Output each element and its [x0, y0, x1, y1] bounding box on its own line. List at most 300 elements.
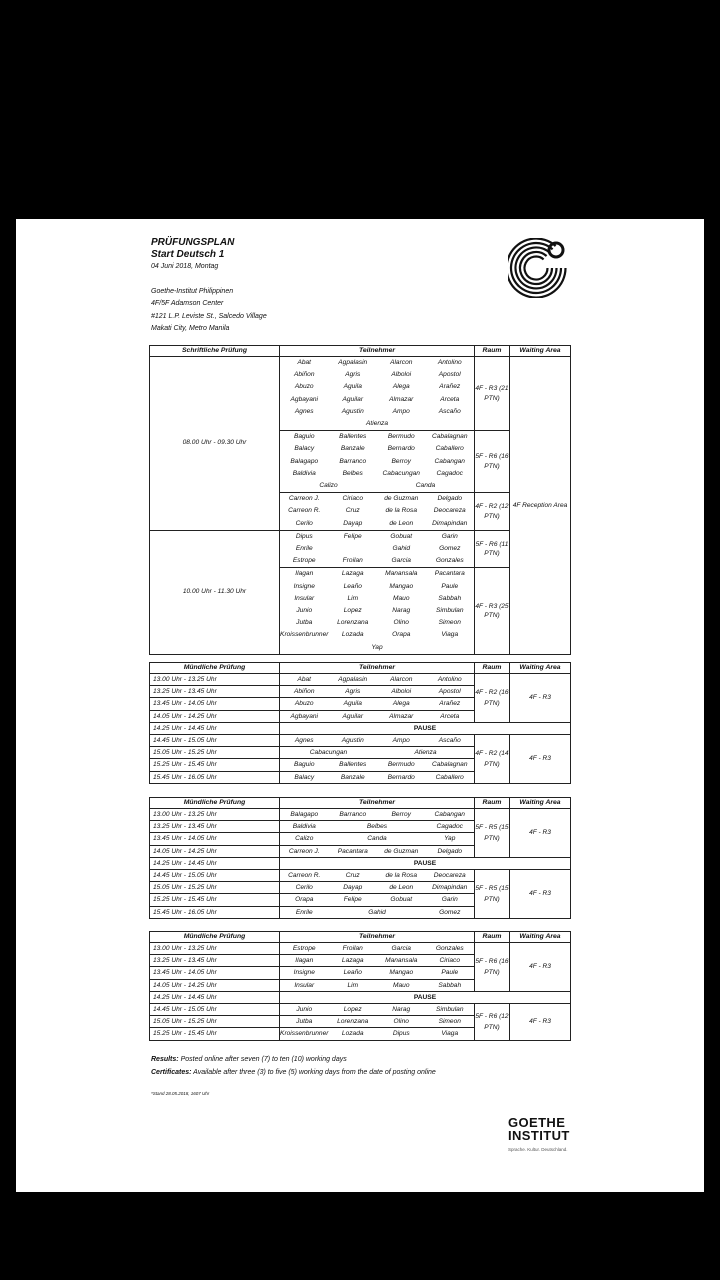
- slot-time: 14.05 Uhr - 14.25 Uhr: [150, 710, 280, 722]
- room-cell: 5F - R6 (16 PTN): [475, 431, 510, 493]
- participant-name: Balacy: [294, 773, 315, 781]
- participant-name: Enrile: [295, 545, 313, 553]
- participant-name: Agustin: [341, 737, 364, 745]
- room-cell: 5F - R6 (16 PTN): [475, 943, 510, 992]
- slot-time: 15.25 Uhr - 15.45 Uhr: [150, 1028, 280, 1040]
- participant-name: Carreon J.: [288, 847, 320, 855]
- participant-name: Alboloi: [391, 688, 412, 696]
- participants-cell: [280, 674, 475, 686]
- participant-name: Arceta: [440, 395, 460, 403]
- participant-name: Simeon: [438, 1018, 461, 1026]
- participant-name: Alega: [392, 700, 410, 708]
- participant-name: Arceta: [440, 712, 460, 720]
- participants-cell: [280, 967, 475, 979]
- participant-name: Aguila: [343, 700, 362, 708]
- name-row: [280, 468, 474, 480]
- slot-time: 14.45 Uhr - 15.05 Uhr: [150, 735, 280, 747]
- participant-name: Barranco: [339, 457, 367, 465]
- participant-name: Agbayani: [290, 395, 318, 403]
- participant-name: de Leon: [389, 884, 414, 892]
- participant-name: Baldivia: [292, 823, 316, 831]
- name-row: [280, 759, 474, 770]
- session-time: 10.00 Uhr - 11.30 Uhr: [150, 530, 280, 654]
- participant-name: Arañez: [439, 383, 461, 391]
- participant-name: Viaga: [441, 1030, 459, 1038]
- slot-time: 13.00 Uhr - 13.25 Uhr: [150, 674, 280, 686]
- pause-label: PAUSE: [280, 857, 571, 869]
- participant-name: Alboloi: [391, 371, 412, 379]
- participant-name: Belbes: [342, 469, 363, 477]
- participant-name: Cabacungan: [309, 749, 348, 757]
- table-header-row: [150, 346, 571, 357]
- name-row: [280, 943, 474, 954]
- participants-cell: [280, 1016, 475, 1028]
- slot-time: 14.05 Uhr - 14.25 Uhr: [150, 979, 280, 991]
- certificates-text: Available after three (3) to five (5) working days from the date of posting online: [193, 1068, 436, 1076]
- participant-name: Lorenzana: [337, 619, 369, 627]
- participant-name: Balagapo: [290, 811, 319, 818]
- participant-name: Gahid: [392, 545, 411, 553]
- participant-name: Sabbah: [438, 981, 462, 989]
- participant-name: Ascaño: [438, 737, 461, 745]
- participant-name: Bernardo: [387, 445, 415, 453]
- participant-name: Cabangan: [434, 811, 465, 818]
- participant-names: [280, 698, 474, 709]
- slot-row: [150, 943, 571, 955]
- participant-name: Agnes: [294, 407, 314, 415]
- participant-name: Cabalagnan: [431, 433, 468, 441]
- address-line: 4F/5F Adamson Center: [151, 300, 224, 308]
- participants-cell: [280, 568, 475, 654]
- participant-names: [280, 531, 474, 568]
- column-header: Teilnehmer: [280, 346, 475, 357]
- participants-cell: [280, 747, 475, 759]
- participant-name: Bermudo: [387, 433, 415, 441]
- participant-name: Enrile: [295, 908, 313, 916]
- pause-row: [150, 991, 571, 1003]
- participant-name: Delgado: [437, 847, 463, 855]
- participant-names: [280, 846, 474, 857]
- results-label: Results:: [151, 1056, 179, 1063]
- oral-exam-table: [149, 797, 571, 919]
- participants-cell: [280, 894, 475, 906]
- participant-names: [280, 943, 474, 954]
- name-row: [280, 555, 474, 567]
- participant-names: [280, 772, 474, 783]
- participant-name: Lozada: [341, 1030, 364, 1038]
- name-row: [280, 480, 474, 492]
- participant-name: Gobuat: [390, 532, 413, 540]
- slot-time: 15.05 Uhr - 15.25 Uhr: [150, 1016, 280, 1028]
- participant-name: Agpalasin: [338, 676, 368, 683]
- participants-cell: [280, 882, 475, 894]
- slot-time: 13.25 Uhr - 13.45 Uhr: [150, 955, 280, 967]
- participant-name: Ballentes: [339, 761, 367, 769]
- participant-name: Lozada: [341, 631, 364, 639]
- participant-name: Bermudo: [387, 761, 415, 769]
- participant-name: Gobuat: [390, 896, 413, 904]
- participant-names: [280, 568, 474, 653]
- participant-name: Estrope: [292, 557, 316, 565]
- participant-name: Paule: [441, 969, 459, 977]
- participant-name: Almazar: [389, 395, 414, 403]
- participants-cell: [280, 821, 475, 833]
- room-cell: 5F - R6 (11 PTN): [475, 530, 510, 568]
- name-row: [280, 907, 474, 918]
- pause-label: PAUSE: [280, 991, 571, 1003]
- participant-name: Ciriaco: [439, 957, 461, 965]
- participant-names: [280, 735, 474, 746]
- participant-name: Felipe: [343, 896, 362, 904]
- participant-name: Cagadoc: [436, 469, 463, 477]
- wordmark-line: GOETHE: [508, 1115, 566, 1130]
- slot-time: 14.05 Uhr - 14.25 Uhr: [150, 845, 280, 857]
- participant-name: Barranco: [339, 811, 367, 818]
- participant-name: Caballero: [435, 445, 464, 453]
- slot-time: 15.05 Uhr - 15.25 Uhr: [150, 882, 280, 894]
- participant-name: Carreon R.: [288, 872, 321, 880]
- participant-name: Gomez: [439, 908, 461, 916]
- participant-name: Garin: [441, 532, 458, 540]
- participant-name: Jutba: [296, 1018, 313, 1026]
- participant-names: [280, 870, 474, 881]
- name-row: [280, 642, 474, 654]
- participant-name: Berroy: [391, 457, 411, 465]
- participant-name: Antolino: [437, 359, 462, 366]
- participant-name: Calizo: [319, 482, 338, 490]
- participant-names: [280, 431, 474, 492]
- goethe-wordmark: [508, 1116, 570, 1142]
- participant-name: Estrope: [292, 945, 316, 952]
- participants-cell: [280, 845, 475, 857]
- goethe-logo-icon: [508, 238, 568, 298]
- participant-name: Cabacungan: [382, 469, 420, 477]
- participant-name: Ascaño: [438, 407, 461, 415]
- participants-cell: [280, 906, 475, 918]
- doc-title: PRÜFUNGSPLAN: [151, 237, 235, 248]
- table-header-row: [150, 798, 571, 809]
- name-row: [280, 505, 474, 517]
- participant-name: Cabalagnan: [431, 761, 468, 769]
- participant-names: [280, 894, 474, 905]
- participant-name: Almazar: [389, 712, 414, 720]
- name-row: [280, 605, 474, 617]
- participant-name: Insigne: [293, 582, 315, 590]
- participants-cell: [280, 870, 475, 882]
- participant-name: Yap: [371, 643, 383, 651]
- room-cell: 4F - R2 (16 PTN): [475, 674, 510, 723]
- column-header: Raum: [475, 346, 510, 357]
- name-row: [280, 870, 474, 881]
- participants-cell: [280, 530, 475, 568]
- participant-name: Canda: [367, 835, 387, 843]
- participant-name: Banzale: [340, 773, 365, 781]
- column-header: Waiting Area: [510, 346, 571, 357]
- name-row: [280, 418, 474, 430]
- participant-name: Apostol: [438, 688, 461, 696]
- participant-name: Froilan: [342, 557, 363, 565]
- slot-time: 13.45 Uhr - 14.05 Uhr: [150, 833, 280, 845]
- participant-name: Baguio: [293, 761, 315, 769]
- name-row: [280, 593, 474, 605]
- column-header: Raum: [475, 798, 510, 809]
- name-row: [280, 735, 474, 746]
- participant-names: [280, 967, 474, 978]
- participant-name: Atienza: [366, 420, 388, 428]
- name-row: [280, 698, 474, 709]
- name-row: [280, 381, 474, 393]
- participant-name: Caballero: [435, 773, 464, 781]
- participant-names: [280, 759, 474, 770]
- column-header: Teilnehmer: [280, 798, 475, 809]
- column-header: Mündliche Prüfung: [150, 798, 280, 809]
- name-row: [280, 821, 474, 832]
- participant-name: Kroissenbrunner: [280, 631, 329, 639]
- name-row: [280, 833, 474, 844]
- participant-name: Lopez: [343, 1006, 362, 1014]
- participant-name: Gomez: [439, 545, 461, 553]
- name-row: [280, 406, 474, 418]
- waiting-area-cell: 4F Reception Area: [510, 357, 571, 655]
- column-header: Schriftliche Prüfung: [150, 346, 280, 357]
- participant-name: Alega: [392, 383, 410, 391]
- participant-name: Sabbah: [438, 594, 462, 602]
- address-line: #121 L.P. Leviste St., Salcedo Village: [151, 312, 267, 320]
- participant-name: Agustin: [341, 407, 364, 415]
- participants-cell: [280, 1004, 475, 1016]
- participant-name: Cagadoc: [436, 823, 463, 831]
- oral-exam-table: [149, 662, 571, 784]
- column-header: Raum: [475, 663, 510, 674]
- slot-row: [150, 735, 571, 747]
- participant-names: [280, 747, 474, 758]
- name-row: [280, 955, 474, 966]
- participant-name: Lorenzana: [337, 1018, 369, 1026]
- participant-name: Garcia: [391, 557, 411, 565]
- participant-name: Dipus: [295, 532, 313, 540]
- participant-name: Apostol: [438, 371, 461, 379]
- slot-time: 14.45 Uhr - 15.05 Uhr: [150, 870, 280, 882]
- column-header: Teilnehmer: [280, 932, 475, 943]
- participant-name: Pacantara: [434, 570, 465, 578]
- participant-name: Viaga: [441, 631, 459, 639]
- name-row: [280, 1004, 474, 1015]
- participant-name: Dimapindan: [432, 884, 468, 892]
- participant-name: Insular: [294, 981, 315, 989]
- participant-name: Lopez: [343, 607, 362, 615]
- participant-name: Junio: [296, 607, 313, 615]
- participant-name: Orapa: [295, 896, 314, 904]
- certificates-note: [151, 1067, 436, 1080]
- room-cell: 4F - R2 (12 PTN): [475, 493, 510, 531]
- participants-cell: [280, 698, 475, 710]
- participant-name: Narag: [392, 607, 411, 615]
- participant-name: Agnes: [294, 737, 314, 745]
- participant-name: Arañez: [439, 700, 461, 708]
- table-header-row: [150, 932, 571, 943]
- pause-time: 14.25 Uhr - 14.45 Uhr: [150, 991, 280, 1003]
- name-row: [280, 518, 474, 530]
- participants-cell: [280, 833, 475, 845]
- name-row: [280, 443, 474, 455]
- name-row: [280, 674, 474, 685]
- participant-name: Mangao: [389, 969, 414, 977]
- exam-group-row: [150, 357, 571, 431]
- pause-time: 14.25 Uhr - 14.45 Uhr: [150, 857, 280, 869]
- participant-name: Deocareza: [433, 872, 466, 880]
- participant-names: [280, 357, 474, 430]
- name-row: [280, 967, 474, 978]
- participant-name: Lim: [347, 981, 359, 989]
- participant-name: Felipe: [343, 532, 362, 540]
- participant-names: [280, 907, 474, 918]
- participant-name: Olino: [393, 619, 409, 627]
- slot-time: 15.25 Uhr - 15.45 Uhr: [150, 759, 280, 771]
- participant-name: Baldivia: [292, 469, 316, 477]
- oral-exam-table: [149, 931, 571, 1041]
- waiting-area-cell: 4F - R3: [510, 1004, 571, 1041]
- participant-name: Agpalasin: [338, 359, 368, 366]
- name-row: [280, 747, 474, 758]
- room-cell: 4F - R2 (14 PTN): [475, 735, 510, 784]
- column-header: Mündliche Prüfung: [150, 663, 280, 674]
- participant-name: Leaño: [343, 582, 362, 590]
- participants-cell: [280, 771, 475, 783]
- participant-name: Gonzales: [435, 945, 464, 952]
- participant-name: Yap: [444, 835, 456, 843]
- participant-name: Froilan: [342, 945, 363, 952]
- participant-name: Simbulan: [436, 607, 464, 615]
- name-row: [280, 357, 474, 369]
- participant-name: de Leon: [389, 519, 414, 527]
- participant-name: de la Rosa: [385, 507, 418, 515]
- room-cell: 4F - R3 (25 PTN): [475, 568, 510, 654]
- participant-name: Manansala: [385, 570, 418, 578]
- doc-subtitle: Start Deutsch 1: [151, 249, 225, 260]
- participant-name: Dipus: [392, 1030, 410, 1038]
- participant-names: [280, 493, 474, 530]
- participant-name: Ampo: [392, 737, 410, 745]
- participant-name: Belbes: [366, 823, 388, 831]
- participant-name: Paule: [441, 582, 459, 590]
- slot-time: 13.25 Uhr - 13.45 Uhr: [150, 821, 280, 833]
- name-row: [280, 882, 474, 893]
- participant-name: Narag: [392, 1006, 411, 1014]
- participant-name: Baguio: [293, 433, 315, 441]
- name-row: [280, 581, 474, 593]
- participant-name: Cruz: [345, 872, 360, 880]
- participant-name: Pacantara: [337, 847, 368, 855]
- slot-time: 13.25 Uhr - 13.45 Uhr: [150, 686, 280, 698]
- slot-row: [150, 870, 571, 882]
- document-header: [151, 237, 234, 272]
- participant-name: Cabangan: [434, 457, 465, 465]
- certificates-label: Certificates:: [151, 1068, 192, 1076]
- participant-name: Insigne: [293, 969, 315, 977]
- waiting-area-cell: 4F - R3: [510, 674, 571, 723]
- participant-name: Carreon J.: [288, 495, 320, 503]
- slot-row: [150, 1004, 571, 1016]
- room-cell: 5F - R5 (15 PTN): [475, 809, 510, 858]
- participant-name: Lazaga: [341, 570, 364, 578]
- waiting-area-cell: 4F - R3: [510, 870, 571, 919]
- column-header: Waiting Area: [510, 798, 571, 809]
- participant-name: Agbayani: [290, 712, 318, 720]
- participant-name: Junio: [296, 1006, 313, 1014]
- name-row: [280, 431, 474, 443]
- participant-name: de Guzman: [384, 495, 419, 503]
- name-row: [280, 809, 474, 820]
- participant-name: Abuzo: [294, 700, 314, 708]
- name-row: [280, 711, 474, 722]
- name-row: [280, 531, 474, 543]
- participant-names: [280, 980, 474, 991]
- name-row: [280, 629, 474, 641]
- results-text: Posted online after seven (7) to ten (10) working days: [180, 1056, 347, 1063]
- participant-name: Aguilar: [342, 395, 364, 403]
- participants-cell: [280, 979, 475, 991]
- participant-name: Simbulan: [436, 1006, 464, 1014]
- participant-name: Abat: [297, 676, 312, 683]
- doc-date: 04 Juni 2018, Montag: [151, 263, 219, 270]
- participant-name: Ilagan: [295, 957, 314, 965]
- address-line: Makati City, Metro Manila: [151, 324, 230, 332]
- participant-name: Simeon: [438, 619, 461, 627]
- participant-name: Carreon R.: [288, 507, 321, 515]
- name-row: [280, 1016, 474, 1027]
- participant-name: Ballentes: [339, 433, 367, 441]
- participant-name: Aguila: [343, 383, 362, 391]
- written-exam-table: [149, 345, 571, 655]
- waiting-area-cell: 4F - R3: [510, 809, 571, 858]
- participant-name: Lazaga: [341, 957, 364, 965]
- participant-name: Abiñon: [293, 688, 315, 696]
- footer-notes: [151, 1054, 436, 1079]
- participant-name: Alarcon: [390, 676, 413, 683]
- participant-name: Delgado: [437, 495, 463, 503]
- participant-name: Abat: [297, 359, 312, 366]
- slot-time: 13.45 Uhr - 14.05 Uhr: [150, 967, 280, 979]
- participant-name: Aguilar: [342, 712, 364, 720]
- name-row: [280, 617, 474, 629]
- participant-name: Deocareza: [433, 507, 466, 515]
- participant-name: Mangao: [389, 582, 414, 590]
- name-row: [280, 846, 474, 857]
- participant-name: Olino: [393, 1018, 409, 1026]
- participant-names: [280, 711, 474, 722]
- participant-name: Ampo: [392, 407, 410, 415]
- slot-time: 13.00 Uhr - 13.25 Uhr: [150, 809, 280, 821]
- stand-note: *Stand 28.05.2018, 1607 Uhr: [151, 1091, 210, 1096]
- name-row: [280, 568, 474, 580]
- participant-names: [280, 821, 474, 832]
- participant-name: Dayap: [343, 519, 363, 527]
- participant-names: [280, 1004, 474, 1015]
- participant-names: [280, 955, 474, 966]
- participant-names: [280, 674, 474, 685]
- participant-name: Cruz: [345, 507, 360, 515]
- participant-names: [280, 809, 474, 820]
- waiting-area-cell: 4F - R3: [510, 735, 571, 784]
- name-row: [280, 394, 474, 406]
- participant-name: Agris: [345, 371, 361, 379]
- participant-names: [280, 833, 474, 844]
- pause-row: [150, 722, 571, 734]
- participant-name: Ciriaco: [342, 495, 364, 503]
- pause-time: 14.25 Uhr - 14.45 Uhr: [150, 722, 280, 734]
- participant-name: Cerilo: [295, 884, 313, 892]
- slot-row: [150, 809, 571, 821]
